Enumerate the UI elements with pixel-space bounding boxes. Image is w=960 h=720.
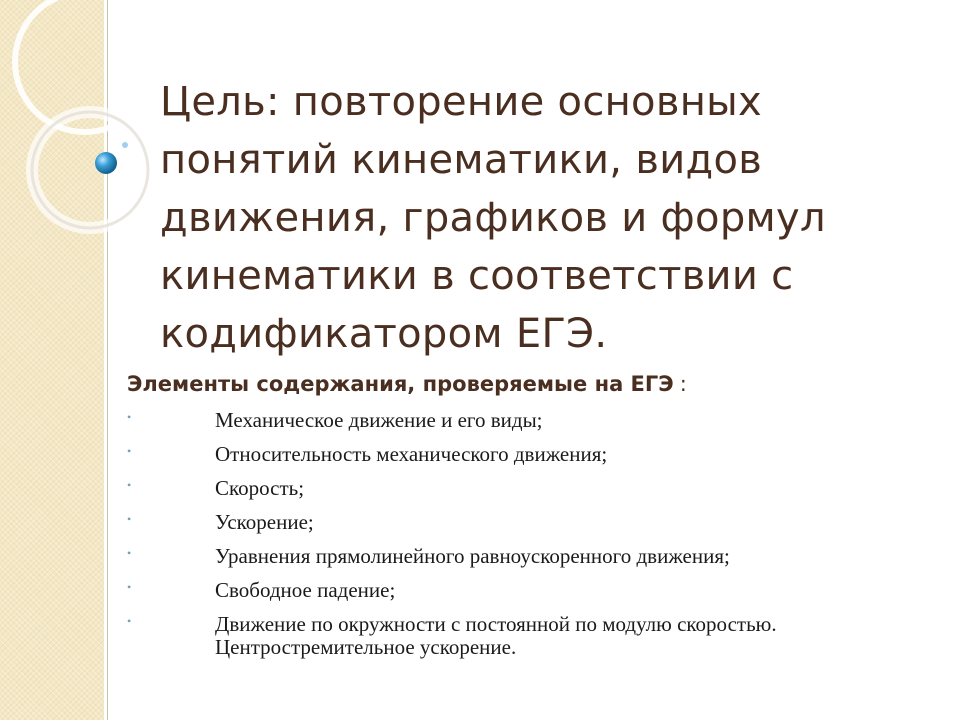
- small-sphere-icon: [122, 142, 128, 148]
- title-line: понятий кинематики, видов: [160, 137, 763, 183]
- list-item: [127, 511, 947, 534]
- list-item-text: Уравнения прямолинейного равноускоренного движения;: [215, 544, 730, 568]
- list-item: [127, 579, 947, 602]
- list-item: [127, 545, 947, 568]
- bullet-icon: •: [127, 546, 132, 560]
- content-list: [127, 409, 947, 670]
- bullet-icon: •: [127, 444, 132, 458]
- bullet-icon: •: [127, 512, 132, 526]
- title-line: кинематики в соответствии с: [160, 253, 794, 299]
- subheading-colon: :: [679, 372, 687, 396]
- subheading-text: Элементы содержания, проверяемые на ЕГЭ: [127, 372, 674, 396]
- bullet-icon: •: [127, 410, 132, 424]
- title-line: кодификатором ЕГЭ.: [160, 311, 608, 357]
- list-item: [127, 613, 947, 659]
- content-subheading: [127, 372, 687, 396]
- list-item-text: Движение по окружности с постоянной по модулю скоростью. Центростремительное ускорение.: [215, 612, 777, 659]
- list-item: [127, 409, 947, 432]
- bullet-icon: •: [127, 478, 132, 492]
- title-line: движения, графиков и формул: [160, 195, 826, 241]
- list-item: [127, 477, 947, 500]
- list-item-text: Скорость;: [215, 476, 305, 500]
- slide-title: [160, 73, 940, 363]
- title-line: Цель: повторение основных: [160, 79, 763, 125]
- list-item-text: Относительность механического движения;: [215, 442, 608, 466]
- list-item-text: Механическое движение и его виды;: [215, 408, 543, 432]
- list-item: [127, 443, 947, 466]
- bullet-icon: •: [127, 614, 132, 628]
- list-item-text: Свободное падение;: [215, 578, 396, 602]
- ring-decoration: [0, 0, 180, 260]
- blue-sphere-icon: [95, 152, 117, 174]
- bullet-icon: •: [127, 580, 132, 594]
- list-item-text: Ускорение;: [215, 510, 314, 534]
